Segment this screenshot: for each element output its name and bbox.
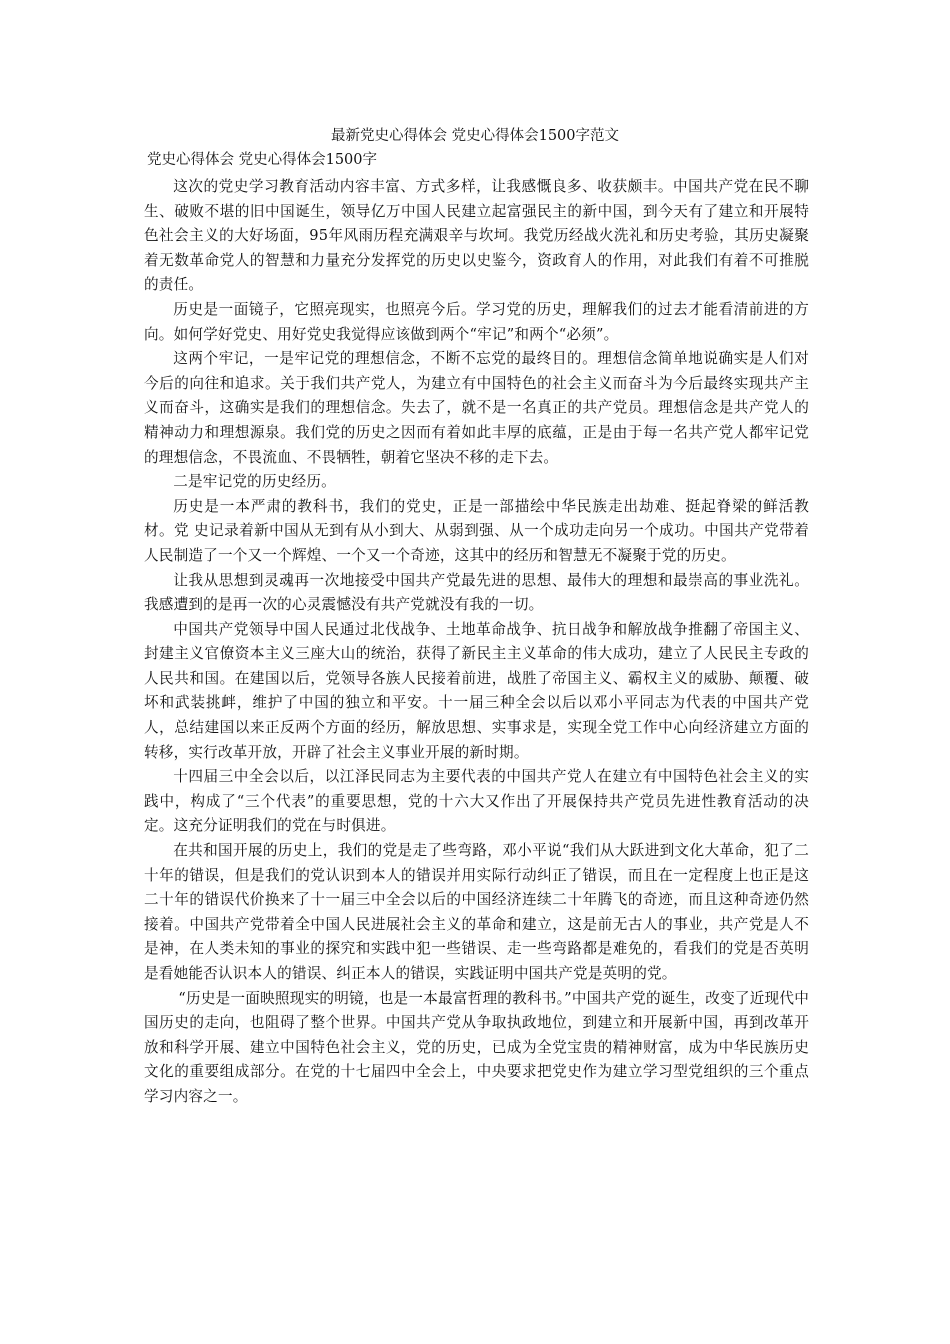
document-subtitle: 党史心得体会 党史心得体会1500字 bbox=[147, 152, 378, 168]
paragraph: 这两个牢记，一是牢记党的理想信念，不断不忘党的最终目的。理想信念简单地说确实是人们对今后的向往和追求。关于我们共产党人，为建立有中国特色的社会主义而奋斗为今后最终实现共产主义而奋斗，这确实是我们的理想信念。失去了，就不是一名真正的共产党员。理想信念是共产党人的精神动力和理想源泉。我们党的历史之因而有着如此丰厚的底蕴，正是由于每一名共产党人都牢记党的理想信念，不畏流血、不畏牺牲，朝着它坚决不移的走下去。 bbox=[144, 350, 809, 466]
paragraph: 十四届三中全会以后，以江泽民同志为主要代表的中国共产党人在建立有中国特色社会主义的实践中，构成了“三个代表”的重要思想，党的十六大又作出了开展保持共产党员先进性教育活动的决定。这充分证明我们的党在与时俱进。 bbox=[144, 768, 809, 835]
document-body bbox=[144, 175, 809, 1110]
paragraph: 这次的党史学习教育活动内容丰富、方式多样，让我感慨良多、收获颇丰。中国共产党在民不聊生、破败不堪的旧中国诞生，领导亿万中国人民建立起富强民主的新中国，到今天有了建立和开展特色社会主义的大好场面，95年风雨历程充满艰辛与坎坷。我党历经战火洗礼和历史考验，其历史凝聚着无数革命党人的智慧和力量充分发挥党的历史以史鉴今，资政育人的作用，对此我们有着不可推脱的责任。 bbox=[144, 178, 809, 294]
paragraph: 在共和国开展的历史上，我们的党是走了些弯路，邓小平说“我们从大跃进到文化大革命，犯了二十年的错误，但是我们的党认识到本人的错误并用实际行动纠正了错误，而且在一定程度上也正是这二十年的错误代价换来了十一届三中全会以后的中国经济连续二十年腾飞的奇迹，而且这种奇迹仍然接着。中国共产党带着全中国人民进展社会主义的革命和建立，这是前无古人的事业，共产党是人不是神，在人类未知的事业的探究和实践中犯一些错误、走一些弯路都是难免的，看我们的党是否英明是看她能否认识本人的错误、纠正本人的错误，实践证明中国共产党是英明的党。 bbox=[144, 842, 809, 982]
paragraph: 中国共产党领导中国人民通过北伐战争、土地革命战争、抗日战争和解放战争推翻了帝国主义、封建主义官僚资本主义三座大山的统治，获得了新民主主义革命的伟大成功，建立了人民民主专政的人民共和国。在建国以后，党领导各族人民接着前进，战胜了帝国主义、霸权主义的威胁、颠覆、破坏和武装挑衅，维护了中国的独立和平安。十一届三种全会以后以邓小平同志为代表的中国共产党人，总结建国以来正反两个方面的经历，解放思想、实事求是，实现全党工作中心向经济建立方面的转移，实行改革开放，开辟了社会主义事业开展的新时期。 bbox=[144, 620, 809, 761]
paragraph: 让我从思想到灵魂再一次地接受中国共产党最先进的思想、最伟大的理想和最崇高的事业洗礼。我感遭到的是再一次的心灵震憾没有共产党就没有我的一切。 bbox=[144, 571, 809, 614]
paragraph: 历史是一面镜子，它照亮现实，也照亮今后。学习党的历史，理解我们的过去才能看清前进的方向。如何学好党史、用好党史我觉得应该做到两个“牢记”和两个“必须”。 bbox=[144, 300, 809, 343]
paragraph: 历史是一本严肃的教科书，我们的党史，正是一部描绘中华民族走出劫难、挺起脊梁的鲜活教材。党 史记录着新中国从无到有从小到大、从弱到强、从一个成功走向另一个成功。中国共产党带着人民制造了一个又一个辉煌、一个又一个奇迹，这其中的经历和智慧无不凝聚于党的历史。 bbox=[144, 497, 809, 564]
paragraph: 二是牢记党的历史经历。 bbox=[173, 473, 336, 491]
paragraph: “历史是一面映照现实的明镜，也是一本最富哲理的教科书。”中国共产党的诞生，改变了近现代中国历史的走向，也阻碍了整个世界。中国共产党从争取执政地位，到建立和开展新中国，再到改革开放和科学开展、建立中国特色社会主义，党的历史，已成为全党宝贵的精神财富，成为中华民族历史文化的重要组成部分。在党的十七届四中全会上，中央要求把党史作为建立学习型党组织的三个重点学习内容之一。 bbox=[144, 989, 809, 1105]
document-title: 最新党史心得体会 党史心得体会1500字范文 bbox=[330, 128, 619, 144]
